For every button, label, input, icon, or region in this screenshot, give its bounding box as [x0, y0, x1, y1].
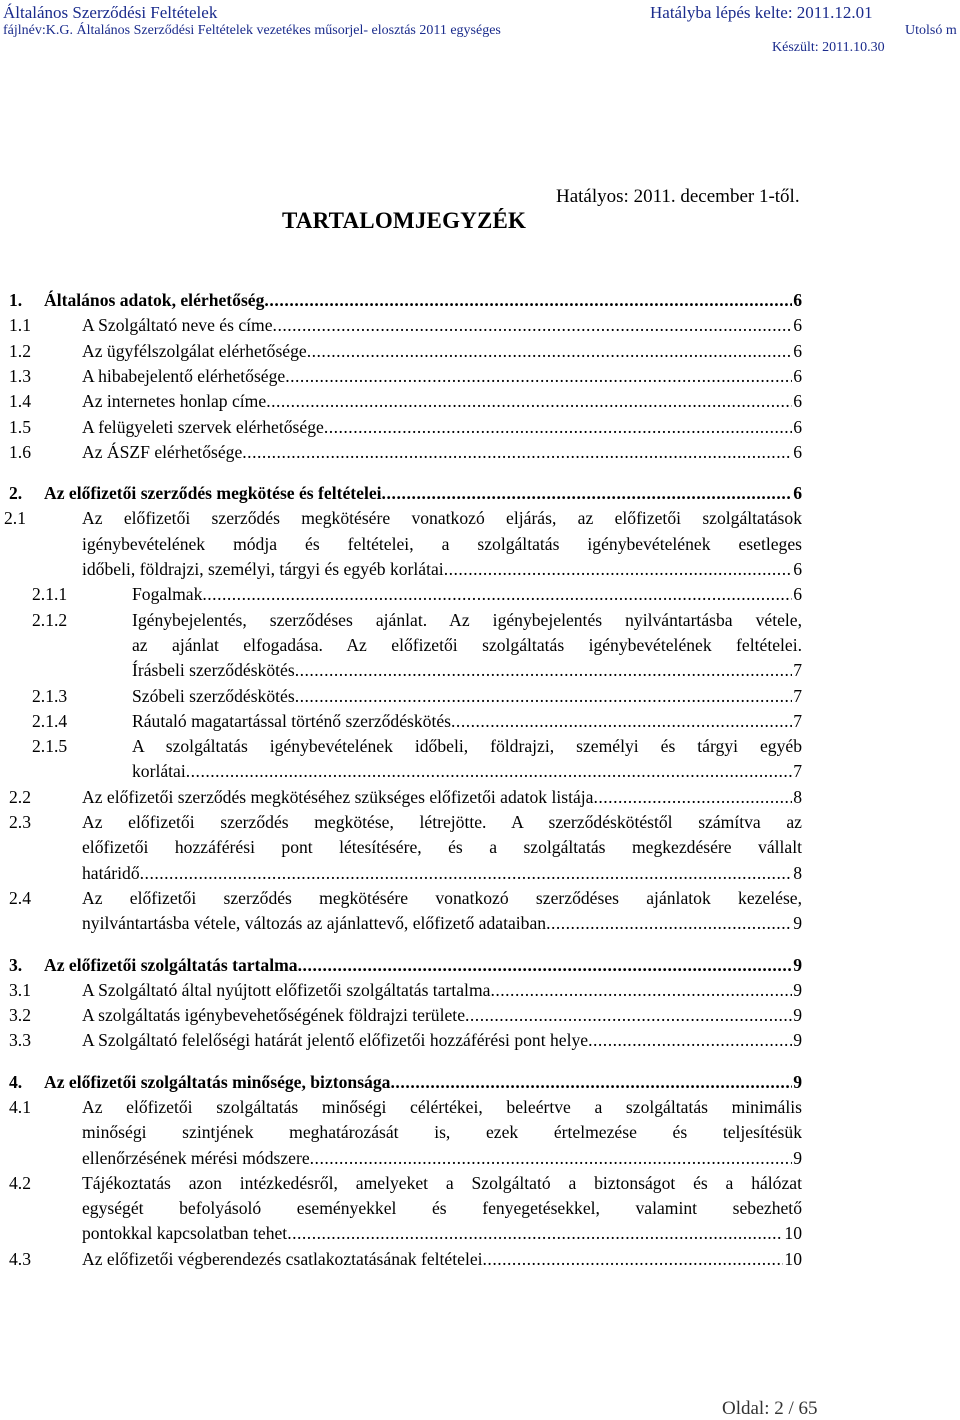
toc-entry-line: Az előfizetői szerződés megkötésére vonatkozó eljárás, az előfizetői szolgáltatások — [82, 508, 802, 529]
dot-leader — [451, 709, 792, 734]
dot-leader — [242, 440, 792, 465]
toc-entry-line: Az internetes honlap címe ..... 6 — [82, 389, 802, 414]
dot-leader — [285, 364, 792, 389]
toc-entry-number: 2. — [9, 483, 23, 504]
toc-title: TARTALOMJEGYZÉK — [282, 208, 527, 233]
toc-entry-line: igénybevételének módja és feltételei, a szolgáltatás igénybevételének esetleges — [82, 533, 802, 554]
toc-page-number: 9 — [793, 913, 802, 934]
toc-entry-line: Az ügyfélszolgálat elérhetősége ..... 6 — [82, 339, 802, 364]
toc-entry-line: A szolgáltatás igénybevételének időbeli, földrajzi, személyi és tárgyi egyéb — [132, 736, 802, 757]
toc-entry-line: Az előfizetői végberendezés csatlakoztatásának feltételei ..... 10 — [82, 1247, 802, 1272]
toc-page-number: 9 — [793, 1147, 802, 1168]
effective-from: Hatályos: 2011. december 1-től. — [556, 186, 800, 207]
header-effective-date: Hatályba lépés kelte: 2011.12.01 — [650, 3, 873, 22]
toc-entry-number: 2.1.2 — [32, 609, 68, 630]
toc-entry-number: 4. — [9, 1071, 23, 1092]
dot-leader — [593, 785, 792, 810]
dot-leader — [295, 658, 793, 683]
toc-entry-number: 2.1.5 — [32, 736, 68, 757]
toc-entry-line: Fogalmak ..... 6 — [132, 582, 802, 607]
toc-entry-number: 4.2 — [9, 1172, 31, 1193]
dot-leader — [546, 911, 792, 936]
toc-entry-line: ellenőrzésének mérési módszere ..... 9 — [82, 1146, 802, 1171]
toc-entry-number: 4.1 — [9, 1097, 31, 1117]
toc-page-number: 6 — [793, 416, 802, 437]
toc-page-number: 6 — [793, 340, 802, 361]
toc-entry-line: A szolgáltatás igénybevehetőségének földrajzi területe ..... 9 — [82, 1003, 802, 1028]
toc-entry-line: Igénybejelentés, szerződéses ajánlat. Az igénybejelentés nyilvántartásba vétele, — [132, 609, 802, 630]
dot-leader — [273, 313, 793, 338]
toc-page-number: 8 — [793, 786, 802, 807]
dot-leader — [287, 1221, 783, 1246]
toc-entry-line: nyilvántartásba vétele, változás az ajánlattevő, előfizető adataiban ..... 9 — [82, 911, 802, 936]
toc-entry-number: 2.1.3 — [32, 685, 68, 706]
toc-entry-number: 1.3 — [9, 365, 31, 386]
dot-leader — [264, 288, 792, 313]
toc-page-number: 7 — [793, 761, 802, 782]
dot-leader — [382, 481, 793, 506]
toc-entry-number: 4.3 — [9, 1248, 31, 1269]
page-footer: Oldal: 2 / 65 — [722, 1398, 818, 1419]
toc-entry-number: 1.6 — [9, 441, 31, 462]
toc-entry-line: A Szolgáltató által nyújtott előfizetői szolgáltatás tartalma ..... 9 — [82, 978, 802, 1003]
toc-page-number: 6 — [793, 584, 802, 605]
toc-entry-line: időbeli, földrajzi, személyi, tárgyi és egyéb korlátai ..... 6 — [82, 557, 802, 582]
toc-entry-number: 2.3 — [9, 812, 31, 832]
dot-leader — [295, 684, 793, 709]
toc-entry-number: 2.2 — [9, 786, 31, 807]
toc-entry-line: Az előfizetői szolgáltatás minősége, biztonsága ..... 9 — [44, 1070, 802, 1095]
header-file-name: fájlnév:K.G. Általános Szerződési Feltételek vezetékes műsorjel- elosztás 2011 egységes — [3, 23, 501, 38]
toc-entry-line: előfizetői hozzáférési pont létesítésére, és a szolgáltatás megkezdésére vállalt — [82, 837, 802, 858]
toc-entry-line: Az előfizetői szerződés megkötése és feltételei ..... 6 — [44, 481, 802, 506]
toc-page-number: 8 — [793, 862, 802, 883]
dot-leader — [444, 557, 793, 582]
dot-leader — [465, 1003, 792, 1028]
dot-leader — [483, 1247, 784, 1272]
dot-leader — [324, 415, 792, 440]
toc-entry-line: Az előfizetői szerződés megkötésére vonatkozó szerződéses ajánlatok kezelése, — [82, 887, 802, 908]
toc-entry-line: pontokkal kapcsolatban tehet ..... 10 — [82, 1221, 802, 1246]
toc-entry-line: A felügyeleti szervek elérhetősége ..... 6 — [82, 415, 802, 440]
header-title: Általános Szerződési Feltételek — [3, 3, 218, 22]
toc-entry-line: A hibabejelentő elérhetősége ..... 6 — [82, 364, 802, 389]
toc-page-number: 6 — [793, 483, 802, 504]
toc-page-number: 9 — [793, 979, 802, 1000]
toc-entry-line: Szóbeli szerződéskötés ..... 7 — [132, 684, 802, 709]
toc-entry-line: Általános adatok, elérhetőség ..... 6 — [44, 288, 802, 313]
toc-entry-line: Írásbeli szerződéskötés ..... 7 — [132, 658, 802, 683]
toc-page-number: 7 — [793, 710, 802, 731]
toc-entry-number: 1.2 — [9, 340, 31, 361]
toc-page-number: 9 — [793, 1005, 802, 1026]
header-last-modified: Utolsó m — [905, 23, 957, 38]
dot-leader — [490, 978, 792, 1003]
toc-entry-line: az ajánlat elfogadása. Az előfizetői szolgáltatás igénybevételének feltételei. — [132, 634, 802, 655]
toc-entry-line: korlátai ..... 7 — [132, 759, 802, 784]
header-created: Készült: 2011.10.30 — [772, 40, 885, 55]
toc-entry-number: 3. — [9, 954, 23, 975]
toc-page-number: 6 — [793, 315, 802, 336]
toc-entry-number: 3.3 — [9, 1030, 31, 1051]
dot-leader — [186, 759, 792, 784]
dot-leader — [310, 1146, 793, 1171]
toc-entry-line: Az előfizetői szolgáltatás minőségi célértékei, beleértve a szolgáltatás minimális — [82, 1097, 802, 1117]
toc-page-number: 6 — [793, 441, 802, 462]
toc-entry-line: Az előfizetői szerződés megkötése, létrejötte. A szerződéskötéstől számítva az — [82, 812, 802, 832]
toc-page-number: 7 — [793, 685, 802, 706]
toc-entry-line: Az ÁSZF elérhetősége ..... 6 — [82, 440, 802, 465]
dot-leader — [202, 582, 792, 607]
toc-entry-line: Tájékoztatás azon intézkedésről, amelyeket a Szolgáltató a biztonságot és a hálózat — [82, 1172, 802, 1193]
toc-page-number: 6 — [793, 365, 802, 386]
toc-entry-line: A Szolgáltató felelőségi határát jelentő előfizetői hozzáférési pont helye ..... 9 — [82, 1028, 802, 1053]
toc-page-number: 9 — [793, 1030, 802, 1051]
toc-entry-line: egységét befolyásoló eseményekkel és fenyegetésekkel, valamint sebezhető — [82, 1198, 802, 1219]
toc-entry-number: 1.5 — [9, 416, 31, 437]
toc-page-number: 7 — [793, 660, 802, 681]
toc-entry-line: Az előfizetői szolgáltatás tartalma ..... 9 — [44, 953, 802, 978]
toc-entry-number: 2.4 — [9, 887, 31, 908]
dot-leader — [390, 1070, 792, 1095]
toc-entry-line: Ráutaló magatartással történő szerződéskötés ..... 7 — [132, 709, 802, 734]
dot-leader — [140, 861, 793, 886]
toc-entry-number: 1. — [9, 290, 23, 310]
toc-page-number: 6 — [793, 558, 802, 579]
toc-entry-number: 3.2 — [9, 1005, 31, 1026]
toc-page-number: 9 — [793, 1071, 802, 1092]
toc-entry-number: 2.1.1 — [32, 584, 68, 605]
toc-page-number: 9 — [793, 954, 802, 975]
toc-page-number: 10 — [784, 1248, 802, 1269]
toc-entry-line: Az előfizetői szerződés megkötéséhez szükséges előfizetői adatok listája ..... 8 — [82, 785, 802, 810]
toc-entry-number: 3.1 — [9, 979, 31, 1000]
dot-leader — [588, 1028, 792, 1053]
dot-leader — [266, 389, 792, 414]
toc-page-number: 6 — [793, 391, 802, 412]
toc-entry-number: 2.1 — [4, 508, 26, 529]
toc-entry-line: minőségi szintjének meghatározását is, ezek értelmezése és teljesítésük — [82, 1122, 802, 1143]
toc-entry-line: határidő ..... 8 — [82, 861, 802, 886]
toc-page-number: 10 — [784, 1223, 802, 1244]
toc-entry-line: A Szolgáltató neve és címe ..... 6 — [82, 313, 802, 338]
toc-entry-number: 1.4 — [9, 391, 31, 412]
toc-entry-number: 1.1 — [9, 315, 31, 336]
dot-leader — [307, 339, 792, 364]
toc-page-number: 6 — [793, 290, 802, 310]
dot-leader — [298, 953, 793, 978]
toc-entry-number: 2.1.4 — [32, 710, 68, 731]
